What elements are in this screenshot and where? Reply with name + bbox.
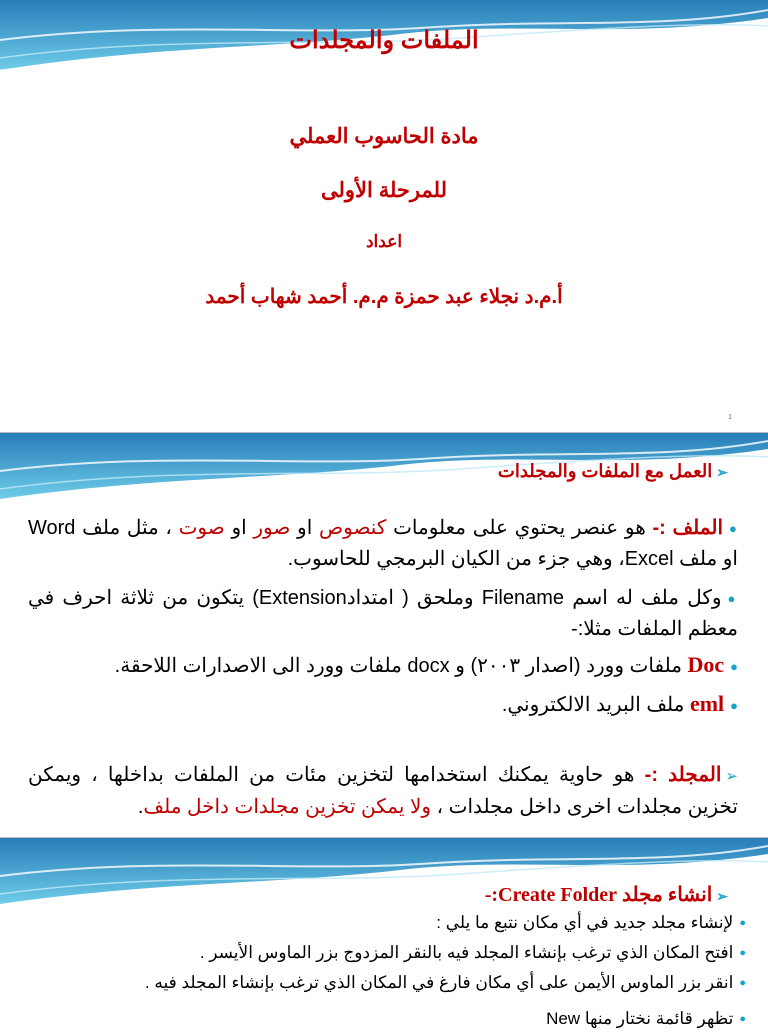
slide-2 [0,433,768,837]
arrow-bullet-icon: ➢ [725,768,738,785]
list-item: ●تظهر قائمة نختار منها New [546,1009,746,1028]
bullet-icon: ● [730,658,738,674]
folder-definition [28,760,738,822]
folder-end: . [137,796,144,818]
eml-term: eml [689,691,725,716]
folder-term: المجلد :- [644,764,722,786]
filename-extension-item [28,583,738,644]
bullet-icon: ● [730,697,738,713]
arrow-bullet-icon: ➢ [716,464,728,480]
list-item: ●انقر بزر الماوس الأيمن على أي مكان فارغ في المكان الذي ترغب بإنشاء المجلد فيه . [144,973,746,992]
bullet-icon: ● [739,947,746,960]
doc-term: Doc [687,652,725,677]
slide-heading: ➢العمل مع الملفات والمجلدات [497,461,728,481]
file-definition-text: هو عنصر يحتوي على معلومات [386,517,653,539]
doc-item [28,650,738,682]
authors-line: أ.م.د نجلاء عبد حمزة م.م. أحمد شهاب أحمد [205,286,563,308]
slide-heading: ➢انشاء مجلد Create Folder:- [484,884,728,906]
prepared-by-label: اعداد [365,232,403,251]
bullet-icon: ● [739,977,746,990]
filename-extension-text: وكل ملف له اسم Filename وملحق ( امتدادExtension) يتكون من ثلاثة احرف في معظم الملفات مثلا:- [28,587,738,640]
example-sound: صوت [178,517,225,539]
eml-description: ملف البريد الالكتروني. [501,694,690,716]
list-item: ●افتح المكان الذي ترغب بإنشاء المجلد فيه بالنقر المزدوج بزر الماوس الأيسر . [199,943,746,962]
subject-line: مادة الحاسوب العملي [289,125,479,148]
example-images: صور [253,517,291,539]
eml-item [28,689,738,721]
example-texts: كنصوص [318,517,387,539]
bullet-icon: ● [727,590,739,606]
bullet-icon: ● [739,1013,746,1026]
folder-warning: ولا يمكن تخزين مجلدات داخل ملف [143,796,432,818]
slide-3 [0,838,768,1028]
list-item: ●لإنشاء مجلد جديد في أي مكان نتبع ما يلي : [436,913,746,932]
page-number: 1 [728,414,732,421]
bullet-icon: ● [739,917,746,930]
connector-text: او [224,517,254,539]
file-definition-text: ، مثل ملف Word او ملف Excel، وهي جزء من الكيان البرمجي للحاسوب. [28,517,738,570]
slide-title: الملفات والمجلدات [289,27,479,54]
folder-definition-text: هو حاوية يمكنك استخدامها لتخزين مئات من الملفات بداخلها ، ويمكن تخزين مجلدات اخرى داخل مجلدات ، [28,764,738,818]
connector-text: او [290,517,319,539]
stage-line: للمرحلة الأولى [321,179,447,202]
arrow-bullet-icon: ➢ [716,890,728,905]
bullet-icon: ● [729,520,739,536]
doc-description: ملفات وورد (اصدار ٢٠٠٣) و docx ملفات وورد الى الاصدارات اللاحقة. [114,655,688,677]
file-definition [28,513,738,574]
file-term: الملف :- [652,517,724,539]
slide-1 [0,0,768,432]
